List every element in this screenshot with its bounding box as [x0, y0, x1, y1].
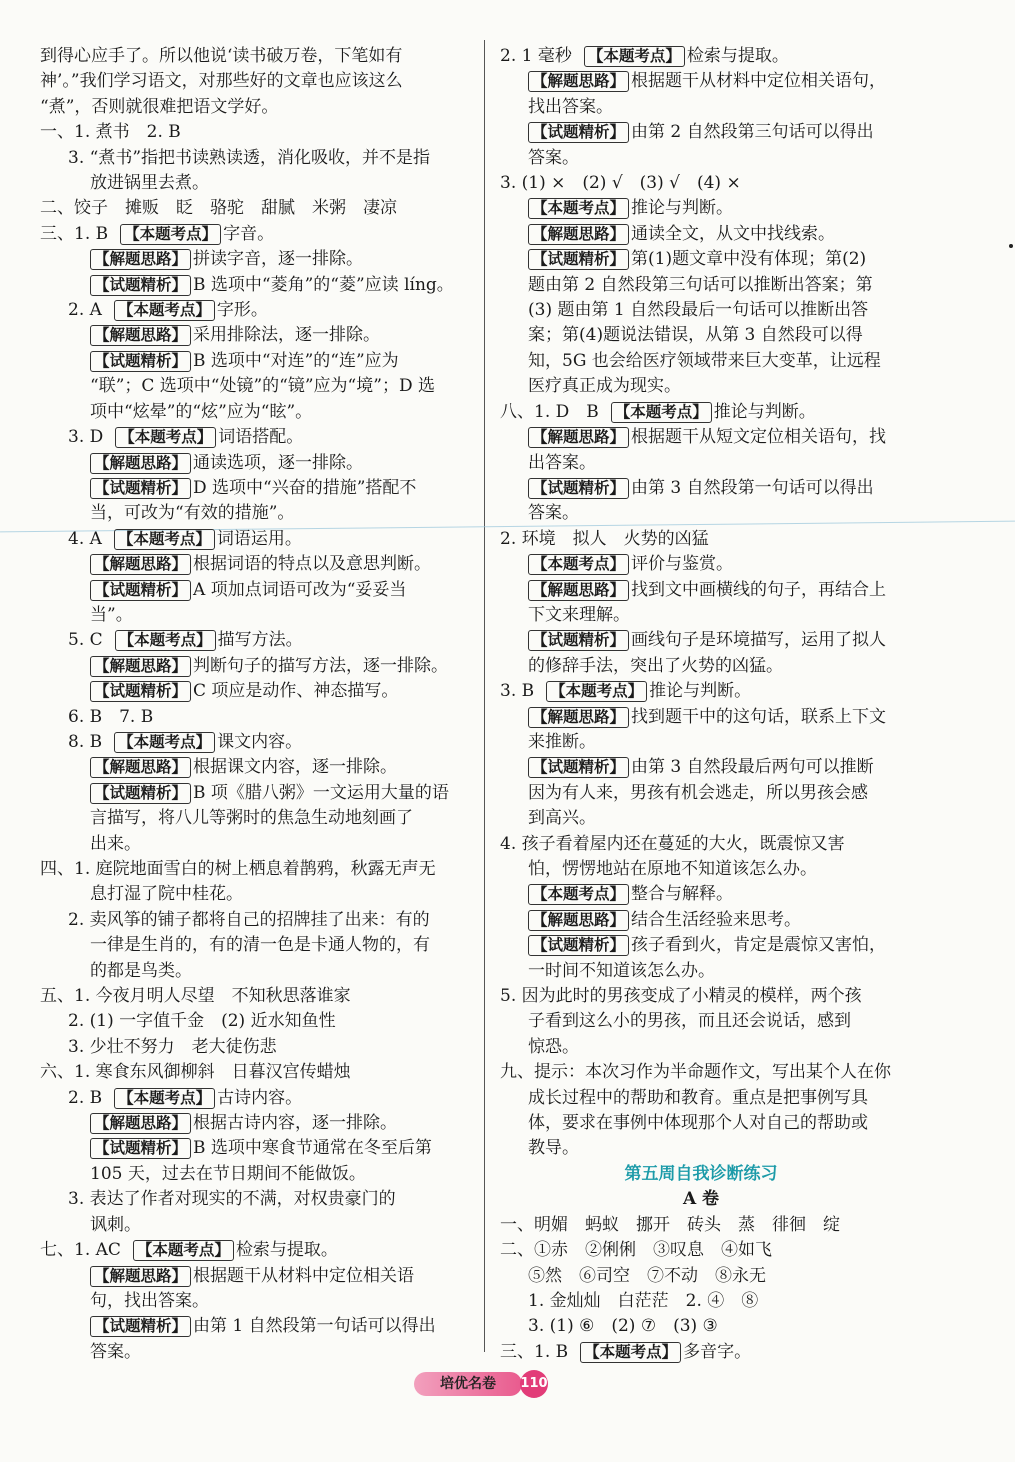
- line-rest: 评价与鉴赏。: [631, 554, 734, 575]
- answer-line: [500, 882, 902, 907]
- answer-tag: 【解题思路】: [90, 453, 191, 474]
- answer-tag: 【本题考点】: [584, 46, 685, 67]
- answer-tag: 【试题精析】: [90, 1316, 191, 1337]
- answer-tag: 【试题精析】: [528, 122, 629, 143]
- line-text: 4. 孩子看着屋内还在蔓延的大火，既震惊又害: [500, 833, 845, 854]
- line-rest: A 项加点词语可改为“妥妥当: [193, 579, 407, 600]
- answer-line: [40, 959, 468, 984]
- line-text: 二、饺子 摊贩 眨 骆驼 甜腻 米粥 凄凉: [40, 198, 397, 219]
- line-text: 成长过程中的帮助和教育。重点是把事例写具: [528, 1087, 868, 1108]
- line-rest: 字形。: [216, 300, 268, 321]
- answer-line: [500, 1314, 902, 1339]
- answer-line: [40, 501, 468, 526]
- answer-line: [500, 247, 902, 272]
- line-text: 六、1. 寒食东风御柳斜 日暮汉宫传蜡烛: [40, 1062, 351, 1083]
- answer-line: [500, 95, 902, 120]
- line-text: 放进锅里去煮。: [90, 173, 209, 194]
- line-rest: 采用排除法，逐一排除。: [193, 325, 381, 346]
- answer-line: [40, 654, 468, 679]
- answer-line: [500, 171, 902, 196]
- answer-line: [40, 1086, 468, 1111]
- answer-line: [500, 1238, 902, 1263]
- answer-line: [40, 933, 468, 958]
- answer-line: [40, 1009, 468, 1034]
- line-rest: 画线句子是环境描写，运用了拟人: [631, 630, 887, 651]
- answer-tag: 【本题考点】: [528, 884, 629, 905]
- answer-line: [500, 705, 902, 730]
- line-rest: 根据题干从短文定位相关语句，找: [631, 427, 887, 448]
- line-text: (3) 题由第 1 自然段最后一句话可以推断出答: [528, 300, 869, 321]
- answer-tag: 【本题考点】: [115, 427, 216, 448]
- line-text: 5. C: [68, 630, 103, 651]
- answer-line: [40, 273, 468, 298]
- answer-line: [500, 730, 902, 755]
- line-rest: 根据题干从材料中定位相关语: [193, 1265, 415, 1286]
- answer-tag: 【本题考点】: [114, 300, 215, 321]
- line-text: 2. A: [68, 300, 102, 321]
- line-text: 3. D: [68, 427, 104, 448]
- answer-line: [40, 1238, 468, 1263]
- answer-line: [500, 857, 902, 882]
- answer-line: [40, 323, 468, 348]
- line-rest: 字音。: [223, 223, 275, 244]
- answer-line: [500, 146, 902, 171]
- answer-tag: 【解题思路】: [90, 757, 191, 778]
- answer-line: [500, 44, 902, 69]
- answer-line: [40, 1340, 468, 1365]
- answer-line: [500, 323, 902, 348]
- answer-tag: 【本题考点】: [546, 681, 647, 702]
- answer-line: [40, 527, 468, 552]
- line-rest: 判断句子的描写方法，逐一排除。: [193, 655, 449, 676]
- answer-line: [500, 400, 902, 425]
- answer-tag: 【本题考点】: [120, 224, 221, 245]
- answer-line: [500, 425, 902, 450]
- line-rest: 通读选项，逐一排除。: [193, 452, 364, 473]
- line-text: 一时间不知道该怎么办。: [528, 960, 715, 981]
- answer-line: [500, 654, 902, 679]
- line-text: 5. 因为此时的男孩变成了小精灵的模样，两个孩: [500, 986, 862, 1007]
- answer-line: [500, 578, 902, 603]
- answer-tag: 【解题思路】: [528, 71, 629, 92]
- answer-tag: 【本题考点】: [114, 732, 215, 753]
- line-rest: 古诗内容。: [217, 1087, 303, 1108]
- answer-tag: 【试题精析】: [528, 630, 629, 651]
- right-column: [500, 44, 902, 1365]
- answer-tag: 【试题精析】: [90, 478, 191, 499]
- answer-line: [500, 1162, 902, 1187]
- line-rest: 整合与解释。: [631, 884, 734, 905]
- line-text: 2. B: [68, 1087, 103, 1108]
- answer-line: [40, 1060, 468, 1085]
- answer-line: [500, 527, 902, 552]
- answer-tag: 【试题精析】: [90, 275, 191, 296]
- line-text: 下文来理解。: [528, 604, 630, 625]
- edge-dot: [1009, 244, 1013, 248]
- answer-line: [40, 882, 468, 907]
- line-text: 2. (1) 一字值千金 (2) 近水知鱼性: [68, 1011, 336, 1032]
- line-text: 九、提示：本次习作为半命题作文，写出某个人在你: [500, 1062, 891, 1083]
- line-text: 到高兴。: [528, 808, 596, 829]
- answer-tag: 【解题思路】: [90, 325, 191, 346]
- answer-line: [40, 1136, 468, 1161]
- answer-line: [500, 984, 902, 1009]
- line-text: 出答案。: [528, 452, 596, 473]
- answer-line: [500, 603, 902, 628]
- answer-line: [40, 247, 468, 272]
- answer-line: [40, 730, 468, 755]
- answer-line: [40, 120, 468, 145]
- answer-line: [40, 451, 468, 476]
- answer-line: [500, 832, 902, 857]
- answer-line: [500, 1213, 902, 1238]
- line-text: 1. 金灿灿 白茫茫 2. ④ ⑧: [528, 1290, 759, 1311]
- answer-line: [500, 1111, 902, 1136]
- line-text: 讽刺。: [90, 1214, 141, 1235]
- line-text: 案；第(4)题说法错误，从第 3 自然段可以得: [528, 325, 863, 346]
- answer-line: [40, 806, 468, 831]
- footer-brand-label: 培优名卷: [414, 1372, 522, 1396]
- answer-line: [500, 1187, 902, 1212]
- line-text: ⑤然 ⑥司空 ⑦不动 ⑧永无: [528, 1265, 766, 1286]
- answer-line: [500, 476, 902, 501]
- line-text: 一、明媚 蚂蚁 挪开 砖头 蒸 徘徊 绽: [500, 1214, 840, 1235]
- answer-line: [40, 44, 468, 69]
- answer-tag: 【解题思路】: [90, 1113, 191, 1134]
- line-rest: 根据古诗内容，逐一排除。: [193, 1113, 398, 1134]
- answer-line: [500, 349, 902, 374]
- answer-line: [40, 1035, 468, 1060]
- answer-line: [40, 679, 468, 704]
- answer-line: [40, 171, 468, 196]
- line-text: A 卷: [682, 1189, 720, 1210]
- answer-line: [40, 908, 468, 933]
- answer-line: [40, 1289, 468, 1314]
- answer-line: [40, 476, 468, 501]
- answer-line: [500, 273, 902, 298]
- answer-line: [500, 1340, 902, 1365]
- answer-line: [40, 1264, 468, 1289]
- line-text: 教导。: [528, 1138, 579, 1159]
- line-text: 105 天，过去在节日期间不能做饭。: [90, 1163, 366, 1184]
- line-text: “联”；C 选项中“处镜”的“镜”应为“境”；D 选: [90, 376, 435, 397]
- answer-tag: 【解题思路】: [528, 580, 629, 601]
- line-text: 子看到这么小的男孩，而且还会说话，感到: [528, 1011, 851, 1032]
- line-text: 五、1. 今夜月明人尽望 不知秋思落谁家: [40, 986, 351, 1007]
- answer-line: [40, 1162, 468, 1187]
- answer-line: [40, 222, 468, 247]
- answer-line: [500, 806, 902, 831]
- line-text: 三、1. B: [500, 1341, 569, 1362]
- line-rest: 词语运用。: [216, 528, 302, 549]
- answer-line: [40, 984, 468, 1009]
- line-text: 答案。: [528, 147, 579, 168]
- line-rest: C 项应是动作、神态描写。: [193, 681, 399, 702]
- answer-line: [500, 755, 902, 780]
- line-text: 一、1. 煮书 2. B: [40, 122, 181, 143]
- line-text: 当”。: [90, 604, 133, 625]
- answer-line: [40, 146, 468, 171]
- answer-line: [40, 1111, 468, 1136]
- answer-line: [40, 95, 468, 120]
- line-text: 的修辞手法，突出了火势的凶猛。: [528, 655, 783, 676]
- line-text: 3. (1) ⑥ (2) ⑦ (3) ③: [528, 1316, 718, 1337]
- answer-line: [40, 781, 468, 806]
- left-column: [40, 44, 468, 1365]
- line-text: 二、①赤 ②俐俐 ③叹息 ④如飞: [500, 1240, 772, 1261]
- answer-line: [500, 1009, 902, 1034]
- line-text: 怕，愣愣地站在原地不知道该怎么办。: [528, 859, 817, 879]
- line-rest: 推论与判断。: [631, 198, 734, 219]
- answer-line: [500, 781, 902, 806]
- answer-tag: 【本题考点】: [133, 1240, 234, 1261]
- line-rest: 检索与提取。: [686, 46, 789, 66]
- answer-tag: 【本题考点】: [115, 630, 216, 651]
- line-rest: 拼读字音，逐一排除。: [193, 249, 364, 270]
- answer-tag: 【试题精析】: [528, 935, 629, 956]
- line-rest: B 选项中“菱角”的“菱”应读 líng。: [193, 274, 454, 295]
- answer-tag: 【试题精析】: [90, 1138, 191, 1159]
- line-text: 医疗真正成为现实。: [528, 376, 681, 397]
- answer-tag: 【试题精析】: [528, 478, 629, 499]
- answer-line: [40, 628, 468, 653]
- answer-line: [40, 603, 468, 628]
- column-divider: [484, 40, 485, 1352]
- answer-line: [500, 959, 902, 984]
- line-text: 6. B 7. B: [68, 706, 154, 727]
- answer-line: [500, 222, 902, 247]
- answer-line: [500, 451, 902, 476]
- line-rest: 孩子看到火，肯定是震惊又害怕，: [631, 935, 887, 956]
- line-rest: 检索与提取。: [235, 1240, 338, 1261]
- line-text: 七、1. AC: [40, 1240, 121, 1261]
- line-rest: 根据题干从材料中定位相关语句，: [631, 71, 887, 92]
- line-text: 3. “煮书”指把书读熟读透，消化吸收，并不是指: [68, 147, 431, 168]
- line-text: 4. A: [68, 528, 102, 549]
- line-text: 答案。: [90, 1341, 141, 1362]
- line-text: 题由第 2 自然段第三句话可以推断出答案；第: [528, 274, 873, 295]
- line-rest: 找到文中画横线的句子，再结合上: [631, 579, 887, 600]
- answer-line: [500, 1035, 902, 1060]
- line-text: 到得心应手了。所以他说‘读书破万卷，下笔如有: [40, 46, 403, 66]
- answer-tag: 【解题思路】: [528, 427, 629, 448]
- answer-tag: 【解题思路】: [90, 1266, 191, 1287]
- answer-line: [500, 1264, 902, 1289]
- answer-tag: 【解题思路】: [90, 554, 191, 575]
- answer-line: [40, 1187, 468, 1212]
- answer-line: [500, 1086, 902, 1111]
- answer-line: [500, 1060, 902, 1085]
- answer-tag: 【本题考点】: [528, 198, 629, 219]
- line-text: 知，5G 也会给医疗领域带来巨大变革，让远程: [528, 350, 881, 371]
- line-rest: B 项《腊八粥》一文运用大量的语: [193, 782, 449, 803]
- line-rest: D 选项中“兴奋的措施”搭配不: [193, 477, 417, 498]
- line-rest: 由第 3 自然段第一句话可以得出: [631, 477, 874, 498]
- answer-line: [40, 705, 468, 730]
- answer-tag: 【试题精析】: [90, 681, 191, 702]
- answer-tag: 【本题考点】: [114, 1088, 215, 1109]
- answer-line: [500, 552, 902, 577]
- answer-tag: 【解题思路】: [528, 224, 629, 245]
- line-text: 三、1. B: [40, 223, 109, 244]
- line-rest: 课文内容。: [217, 731, 303, 752]
- line-text: 3. (1) × (2) √ (3) √ (4) ×: [500, 173, 741, 194]
- answer-tag: 【试题精析】: [90, 783, 191, 804]
- line-text: 3. 表达了作者对现实的不满，对权贵豪门的: [68, 1189, 396, 1210]
- answer-line: [500, 628, 902, 653]
- line-text: 2. 卖风筝的铺子都将自己的招牌挂了出来：有的: [68, 909, 430, 930]
- line-rest: 结合生活经验来思考。: [631, 909, 802, 930]
- line-text: 的都是鸟类。: [90, 960, 192, 981]
- page-footer: [414, 1370, 554, 1398]
- answer-line: [40, 552, 468, 577]
- answer-line: [500, 120, 902, 145]
- answer-line: [40, 298, 468, 323]
- answer-line: [500, 69, 902, 94]
- answer-line: [40, 755, 468, 780]
- line-rest: 推论与判断。: [713, 401, 816, 422]
- line-text: 因为有人来，男孩有机会逃走，所以男孩会感: [528, 782, 868, 803]
- answer-line: [40, 1213, 468, 1238]
- line-rest: 通读全文，从文中找线索。: [631, 223, 836, 244]
- line-rest: 多音字。: [683, 1341, 752, 1362]
- answer-tag: 【解题思路】: [528, 910, 629, 931]
- answer-line: [40, 857, 468, 882]
- line-text: 神’。”我们学习语文，对那些好的文章也应该这么: [40, 71, 403, 92]
- line-rest: 词语搭配。: [218, 427, 304, 448]
- answer-line: [500, 1289, 902, 1314]
- line-text: 惊恐。: [528, 1036, 579, 1057]
- line-text: 3. 少壮不努力 老大徒伤悲: [68, 1036, 277, 1057]
- line-text: 体，要求在事例中体现那个人对自己的帮助或: [528, 1113, 868, 1134]
- answer-tag: 【解题思路】: [90, 656, 191, 677]
- answer-line: [40, 69, 468, 94]
- line-rest: 由第 2 自然段第三句话可以得出: [631, 122, 874, 143]
- answer-tag: 【本题考点】: [114, 529, 215, 550]
- line-text: 8. B: [68, 731, 103, 752]
- answer-line: [40, 425, 468, 450]
- answer-line: [500, 374, 902, 399]
- answer-line: [500, 501, 902, 526]
- line-rest: 描写方法。: [217, 630, 303, 651]
- answer-tag: 【本题考点】: [528, 554, 629, 575]
- answer-line: [500, 933, 902, 958]
- line-text: 八、1. D B: [500, 401, 599, 422]
- line-rest: 找到题干中的这句话，联系上下文: [631, 706, 887, 727]
- line-text: 句，找出答案。: [90, 1290, 209, 1311]
- line-text: 找出答案。: [528, 96, 613, 117]
- line-rest: 根据词语的特点以及意思判断。: [193, 554, 432, 575]
- line-text: 答案。: [528, 503, 579, 524]
- answer-line: [40, 832, 468, 857]
- answer-tag: 【解题思路】: [90, 249, 191, 270]
- answer-tag: 【试题精析】: [90, 580, 191, 601]
- answer-line: [40, 578, 468, 603]
- line-rest: 推论与判断。: [649, 681, 752, 702]
- line-rest: 由第 3 自然段最后两句可以推断: [631, 757, 874, 778]
- line-text: 言描写，将八儿等粥时的焦急生动地刻画了: [90, 808, 413, 829]
- answer-line: [40, 1314, 468, 1339]
- answer-line: [40, 400, 468, 425]
- line-text: 2. 1 毫秒: [500, 46, 572, 66]
- answer-line: [500, 196, 902, 221]
- page-number: 110: [520, 1370, 548, 1398]
- line-text: 2. 环境 拟人 火势的凶猛: [500, 528, 709, 549]
- answer-tag: 【解题思路】: [528, 707, 629, 728]
- answer-tag: 【试题精析】: [528, 249, 629, 270]
- line-text: 当，可改为“有效的措施”。: [90, 503, 295, 524]
- line-rest: 第(1)题文章中没有体现；第(2): [631, 249, 867, 270]
- line-rest: B 选项中寒食节通常在冬至后第: [193, 1138, 432, 1159]
- line-text: 3. B: [500, 681, 535, 702]
- answer-tag: 【试题精析】: [528, 757, 629, 778]
- answer-line: [500, 1136, 902, 1161]
- line-text: 四、1. 庭院地面雪白的树上栖息着鹊鸦，秋露无声无: [40, 859, 436, 879]
- line-rest: B 选项中“对连”的“连”应为: [193, 350, 399, 371]
- line-text: 第五周自我诊断练习: [624, 1163, 778, 1184]
- answer-tag: 【本题考点】: [580, 1342, 681, 1363]
- line-text: 来推断。: [528, 731, 596, 752]
- line-rest: 根据课文内容，逐一排除。: [193, 757, 398, 778]
- answer-line: [500, 908, 902, 933]
- answer-line: [40, 196, 468, 221]
- line-text: 一律是生肖的，有的清一色是卡通人物的，有: [90, 935, 430, 956]
- answer-tag: 【试题精析】: [90, 351, 191, 372]
- answer-line: [40, 349, 468, 374]
- line-text: 项中“炫晕”的“炫”应为“眩”。: [90, 401, 313, 422]
- line-text: 息打湿了院中桂花。: [90, 884, 243, 905]
- line-text: 出来。: [90, 833, 141, 854]
- answer-line: [500, 679, 902, 704]
- answer-line: [500, 298, 902, 323]
- line-text: “煮”，否则就很难把语文学好。: [40, 96, 279, 117]
- answer-tag: 【本题考点】: [611, 402, 712, 423]
- answer-line: [40, 374, 468, 399]
- line-rest: 由第 1 自然段第一句话可以得出: [193, 1316, 436, 1337]
